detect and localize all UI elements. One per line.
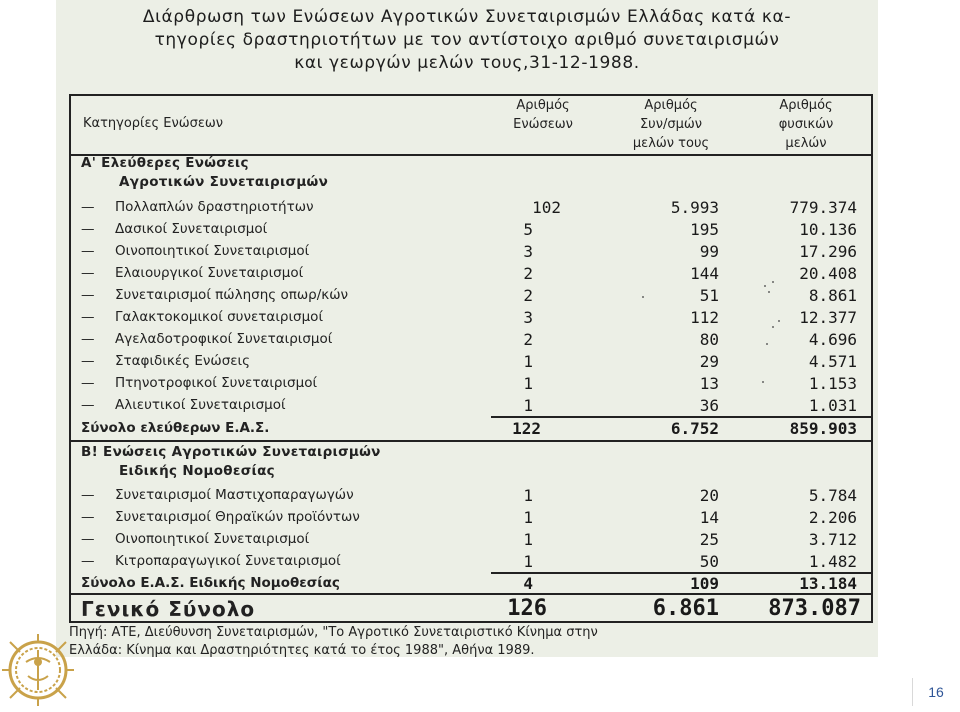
header-members — [751, 96, 861, 153]
row-dash: — — [81, 243, 95, 259]
row-category: Κιτροπαραγωγικοί Συνεταιρισμοί — [115, 553, 341, 569]
row-unions: 1 — [523, 396, 533, 415]
table-row — [71, 263, 871, 284]
row-unions: 1 — [523, 508, 533, 527]
section-b-title: Β! Ενώσεις Αγροτικών Συνεταιρισμών — [81, 444, 381, 460]
section-heading — [71, 461, 871, 482]
row-coops: 20 — [699, 486, 719, 505]
source-note — [69, 624, 878, 657]
scanned-table-image — [56, 0, 878, 657]
row-unions: 1 — [523, 352, 533, 371]
section-heading — [71, 153, 871, 174]
row-category: Πτηνοτροφικοί Συνεταιρισμοί — [115, 375, 318, 391]
scan-speck — [764, 285, 766, 287]
grand-total-row — [71, 596, 871, 622]
row-members: 4.571 — [808, 352, 857, 371]
section-a-subtitle: Αγροτικών Συνεταιρισμών — [119, 174, 329, 190]
table-row — [71, 551, 871, 572]
total-b-bottom-rule — [71, 593, 871, 595]
total-b-coops: 109 — [690, 574, 719, 593]
university-seal-icon — [0, 632, 76, 708]
row-category: Σταφιδικές Ενώσεις — [115, 353, 251, 369]
header-coops — [611, 96, 731, 153]
row-category: Οινοποιητικοί Συνεταιρισμοί — [115, 531, 310, 547]
scan-speck — [762, 381, 764, 383]
row-coops: 195 — [690, 220, 719, 239]
table-row — [71, 219, 871, 240]
total-a-coops: 6.752 — [670, 419, 719, 438]
header-category-label: Κατηγορίες Ενώσεων — [83, 116, 224, 131]
table-row — [71, 285, 871, 306]
row-dash: — — [81, 397, 95, 413]
section-a-title: Α' Ελεύθερες Ενώσεις — [81, 155, 249, 171]
row-members: 20.408 — [799, 264, 857, 283]
header-line: Αριθμός — [516, 98, 570, 113]
section-b-subtitle: Ειδικής Νομοθεσίας — [119, 463, 275, 479]
row-members: 2.206 — [808, 508, 857, 527]
scan-speck — [766, 343, 768, 345]
header-line: μελών τους — [632, 136, 710, 151]
row-dash: — — [81, 199, 95, 215]
header-line: μελών — [785, 136, 827, 151]
row-coops: 99 — [699, 242, 719, 261]
total-row — [71, 418, 871, 439]
row-members: 12.377 — [799, 308, 857, 327]
row-unions: 1 — [523, 530, 533, 549]
header-category — [83, 114, 223, 133]
row-members: 5.784 — [808, 486, 857, 505]
table-row — [71, 197, 871, 218]
row-dash: — — [81, 509, 95, 525]
row-unions: 5 — [523, 220, 533, 239]
row-dash: — — [81, 353, 95, 369]
row-unions: 3 — [523, 242, 533, 261]
row-dash: — — [81, 265, 95, 281]
row-members: 17.296 — [799, 242, 857, 261]
row-category: Συνεταιρισμοί Μαστιχοπαραγωγών — [115, 487, 354, 503]
row-unions: 2 — [523, 330, 533, 349]
section-heading — [71, 172, 871, 193]
row-coops: 144 — [690, 264, 719, 283]
total-b-label: Σύνολο Ε.Α.Σ. Ειδικής Νομοθεσίας — [81, 575, 340, 591]
scan-speck — [772, 326, 774, 328]
row-category: Αλιευτικοί Συνεταιρισμοί — [115, 397, 286, 413]
row-dash: — — [81, 331, 95, 347]
total-row — [71, 573, 871, 594]
scan-speck — [778, 320, 780, 322]
row-category: Συνεταιρισμοί πώλησης οπωρ/κών — [115, 287, 349, 303]
table-title — [56, 6, 878, 75]
total-a-label: Σύνολο ελεύθερων Ε.Α.Σ. — [81, 420, 270, 436]
row-dash: — — [81, 531, 95, 547]
row-dash: — — [81, 287, 95, 303]
table-row — [71, 329, 871, 350]
row-category: Ελαιουργικοί Συνεταιρισμοί — [115, 265, 304, 281]
source-line: Ελλάδα: Κίνημα και Δραστηριότητες κατά το έτος 1988", Αθήνα 1989. — [69, 643, 535, 657]
row-unions: 2 — [523, 286, 533, 305]
source-line: Πηγή: ΑΤΕ, Διεύθυνση Συνεταιρισμών, "Το Αγροτικό Συνεταιριστικό Κίνημα στην — [69, 625, 598, 640]
header-unions — [495, 96, 591, 134]
header-line: Αριθμός — [644, 98, 698, 113]
table-row — [71, 529, 871, 550]
row-unions: 2 — [523, 264, 533, 283]
table-row — [71, 507, 871, 528]
row-category: Οινοποιητικοί Συνεταιρισμοί — [115, 243, 310, 259]
row-coops: 50 — [699, 552, 719, 571]
row-category: Πολλαπλών δραστηριοτήτων — [115, 199, 314, 215]
statistics-table — [69, 94, 873, 623]
row-coops: 14 — [699, 508, 719, 527]
row-coops: 112 — [690, 308, 719, 327]
row-members: 3.712 — [808, 530, 857, 549]
total-a-members: 859.903 — [789, 419, 857, 438]
row-dash: — — [81, 221, 95, 237]
table-row — [71, 373, 871, 394]
scan-speck — [642, 296, 644, 298]
table-row — [71, 307, 871, 328]
title-line: και γεωργών μελών τους,31-12-1988. — [294, 53, 640, 73]
row-coops: 36 — [699, 396, 719, 415]
row-coops: 80 — [699, 330, 719, 349]
header-line: Συν/σμών — [639, 117, 703, 132]
row-coops: 51 — [699, 286, 719, 305]
row-coops: 25 — [699, 530, 719, 549]
row-members: 779.374 — [789, 198, 857, 217]
grand-total-coops: 6.861 — [652, 596, 719, 621]
total-b-members: 13.184 — [799, 574, 857, 593]
page-number: 16 — [912, 678, 959, 706]
grand-total-members: 873.087 — [768, 596, 861, 621]
header-line: φυσικών — [778, 117, 834, 132]
grand-total-unions: 126 — [507, 596, 547, 621]
row-unions: 3 — [523, 308, 533, 327]
scan-speck — [772, 281, 774, 283]
row-coops: 29 — [699, 352, 719, 371]
row-category: Γαλακτοκομικοί συνεταιρισμοί — [115, 309, 324, 325]
table-row — [71, 395, 871, 416]
table-row — [71, 351, 871, 372]
row-members: 8.861 — [808, 286, 857, 305]
row-dash: — — [81, 553, 95, 569]
section-heading — [71, 442, 871, 463]
row-unions: 102 — [532, 198, 561, 217]
row-unions: 1 — [523, 552, 533, 571]
row-coops: 13 — [699, 374, 719, 393]
header-line: Αριθμός — [779, 98, 833, 113]
header-line: Ενώσεων — [513, 117, 573, 132]
row-unions: 1 — [523, 374, 533, 393]
row-members: 1.031 — [808, 396, 857, 415]
scan-speck — [768, 291, 770, 293]
row-coops: 5.993 — [670, 198, 719, 217]
table-row — [71, 485, 871, 506]
row-members: 1.153 — [808, 374, 857, 393]
row-category: Συνεταιρισμοί Θηραϊκών προϊόντων — [115, 509, 360, 525]
total-b-unions: 4 — [523, 574, 533, 593]
row-category: Δασικοί Συνεταιρισμοί — [115, 221, 268, 237]
row-members: 1.482 — [808, 552, 857, 571]
row-unions: 1 — [523, 486, 533, 505]
row-dash: — — [81, 309, 95, 325]
title-line: Διάρθρωση των Ενώσεων Αγροτικών Συνεταιρισμών Ελλάδας κατά κα- — [142, 7, 792, 27]
row-members: 10.136 — [799, 220, 857, 239]
row-dash: — — [81, 487, 95, 503]
table-row — [71, 241, 871, 262]
row-dash: — — [81, 375, 95, 391]
row-category: Αγελαδοτροφικοί Συνεταιρισμοί — [115, 331, 333, 347]
title-line: τηγορίες δραστηριοτήτων με τον αντίστοιχο αριθμό συνεταιρισμών — [154, 30, 780, 50]
row-members: 4.696 — [808, 330, 857, 349]
total-a-unions: 122 — [512, 419, 541, 438]
grand-total-label: Γενικό Σύνολο — [81, 597, 256, 621]
